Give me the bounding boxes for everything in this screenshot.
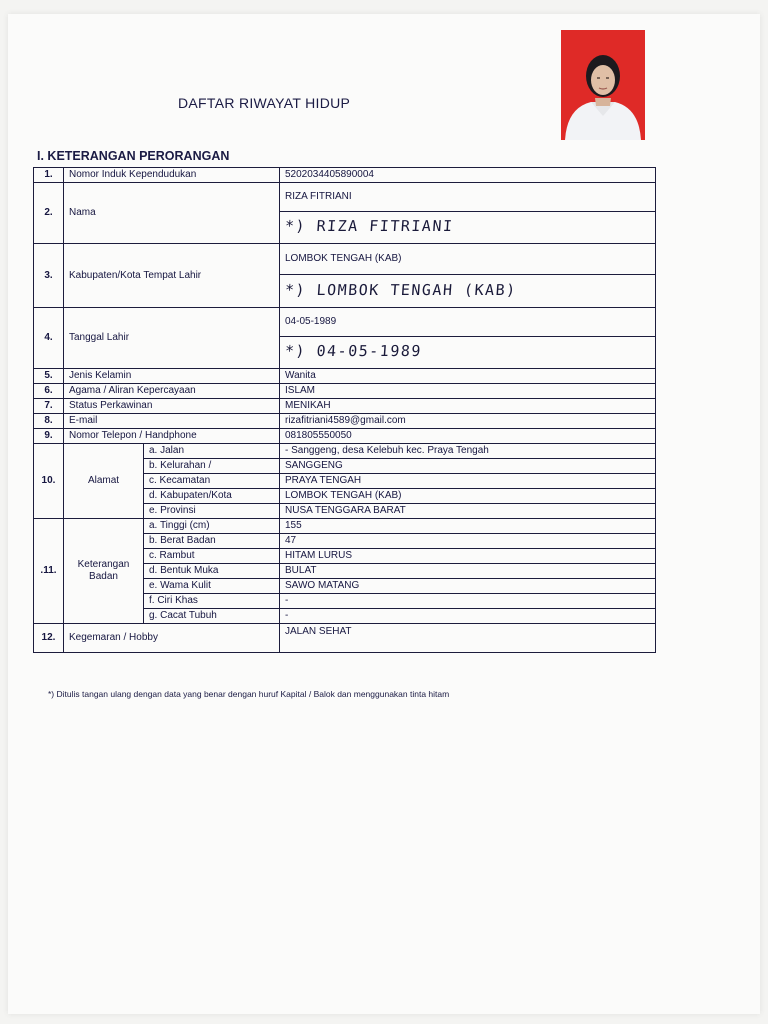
row-number: 5. <box>34 369 64 384</box>
field-value: JALAN SEHAT <box>280 624 656 653</box>
sub-field-label: g. Cacat Tubuh <box>144 609 280 624</box>
row-number: 10. <box>34 444 64 519</box>
field-label: Jenis Kelamin <box>64 369 280 384</box>
table-row <box>34 414 656 429</box>
table-row <box>34 519 656 534</box>
profile-photo <box>561 30 645 140</box>
field-value: 47 <box>280 534 656 549</box>
table-row <box>34 444 656 459</box>
sub-field-label: a. Tinggi (cm) <box>144 519 280 534</box>
handwritten-text: *) RIZA FITRIANI <box>284 217 455 235</box>
field-value: - <box>280 609 656 624</box>
handwritten-value <box>280 275 656 308</box>
field-value: ISLAM <box>280 384 656 399</box>
table-row <box>34 384 656 399</box>
field-value: - <box>280 594 656 609</box>
field-label: Alamat <box>64 444 144 519</box>
document-title: DAFTAR RIWAYAT HIDUP <box>178 95 351 111</box>
sub-field-label: c. Kecamatan <box>144 474 280 489</box>
sub-field-label: b. Kelurahan / <box>144 459 280 474</box>
field-value: SANGGENG <box>280 459 656 474</box>
field-label: Nomor Telepon / Handphone <box>64 429 280 444</box>
handwritten-text: *) 04-05-1989 <box>284 342 423 360</box>
footnote: *) Ditulis tangan ulang dengan data yang benar dengan huruf Kapital / Balok dan menggunakan tinta hitam <box>48 689 450 699</box>
field-value: NUSA TENGGARA BARAT <box>280 504 656 519</box>
row-number: 8. <box>34 414 64 429</box>
sub-field-label: b. Berat Badan <box>144 534 280 549</box>
sub-field-label: e. Wama Kulit <box>144 579 280 594</box>
table-row <box>34 168 656 183</box>
table-row <box>34 308 656 337</box>
document-page <box>8 14 760 1014</box>
table-row <box>34 399 656 414</box>
field-label: E-mail <box>64 414 280 429</box>
field-label: Status Perkawinan <box>64 399 280 414</box>
row-number: 7. <box>34 399 64 414</box>
table-row <box>34 624 656 653</box>
field-label: Nomor Induk Kependudukan <box>64 168 280 183</box>
field-value: 155 <box>280 519 656 534</box>
row-number: .11. <box>34 519 64 624</box>
row-number: 2. <box>34 183 64 244</box>
row-number: 12. <box>34 624 64 653</box>
sub-field-label: d. Kabupaten/Kota <box>144 489 280 504</box>
table-row <box>34 429 656 444</box>
table-row <box>34 244 656 275</box>
row-number: 9. <box>34 429 64 444</box>
field-label: Tanggal Lahir <box>64 308 280 369</box>
row-number: 1. <box>34 168 64 183</box>
field-value: LOMBOK TENGAH (KAB) <box>280 244 656 275</box>
field-value: 04-05-1989 <box>280 308 656 337</box>
field-label-line: Keterangan <box>77 559 130 570</box>
field-label-line: Badan <box>89 571 118 582</box>
row-number: 6. <box>34 384 64 399</box>
sub-field-label: a. Jalan <box>144 444 280 459</box>
field-value: rizafitriani4589@gmail.com <box>280 414 656 429</box>
sub-field-label: c. Rambut <box>144 549 280 564</box>
sub-field-label: f. Ciri Khas <box>144 594 280 609</box>
biodata-table <box>33 167 656 653</box>
field-value: 081805550050 <box>280 429 656 444</box>
field-value: 5202034405890004 <box>280 168 656 183</box>
sub-field-label: e. Provinsi <box>144 504 280 519</box>
table-row <box>34 183 656 212</box>
field-value: LOMBOK TENGAH (KAB) <box>280 489 656 504</box>
sub-field-label: d. Bentuk Muka <box>144 564 280 579</box>
field-value: BULAT <box>280 564 656 579</box>
field-value: Wanita <box>280 369 656 384</box>
section-title: I. KETERANGAN PERORANGAN <box>37 149 230 163</box>
field-label: Kegemaran / Hobby <box>64 624 280 653</box>
field-value: PRAYA TENGAH <box>280 474 656 489</box>
row-number: 4. <box>34 308 64 369</box>
handwritten-value <box>280 337 656 369</box>
person-photo-icon <box>561 30 645 140</box>
handwritten-text: *) LOMBOK TENGAH (KAB) <box>284 280 518 299</box>
field-value: - Sanggeng, desa Kelebuh kec. Praya Tengah <box>280 444 656 459</box>
table-row <box>34 369 656 384</box>
field-value: MENIKAH <box>280 399 656 414</box>
field-value: SAWO MATANG <box>280 579 656 594</box>
row-number: 3. <box>34 244 64 308</box>
field-label <box>64 519 144 624</box>
handwritten-value <box>280 212 656 244</box>
field-label: Agama / Aliran Kepercayaan <box>64 384 280 399</box>
field-label: Nama <box>64 183 280 244</box>
field-label: Kabupaten/Kota Tempat Lahir <box>64 244 280 308</box>
field-value: HITAM LURUS <box>280 549 656 564</box>
field-value: RIZA FITRIANI <box>280 183 656 212</box>
